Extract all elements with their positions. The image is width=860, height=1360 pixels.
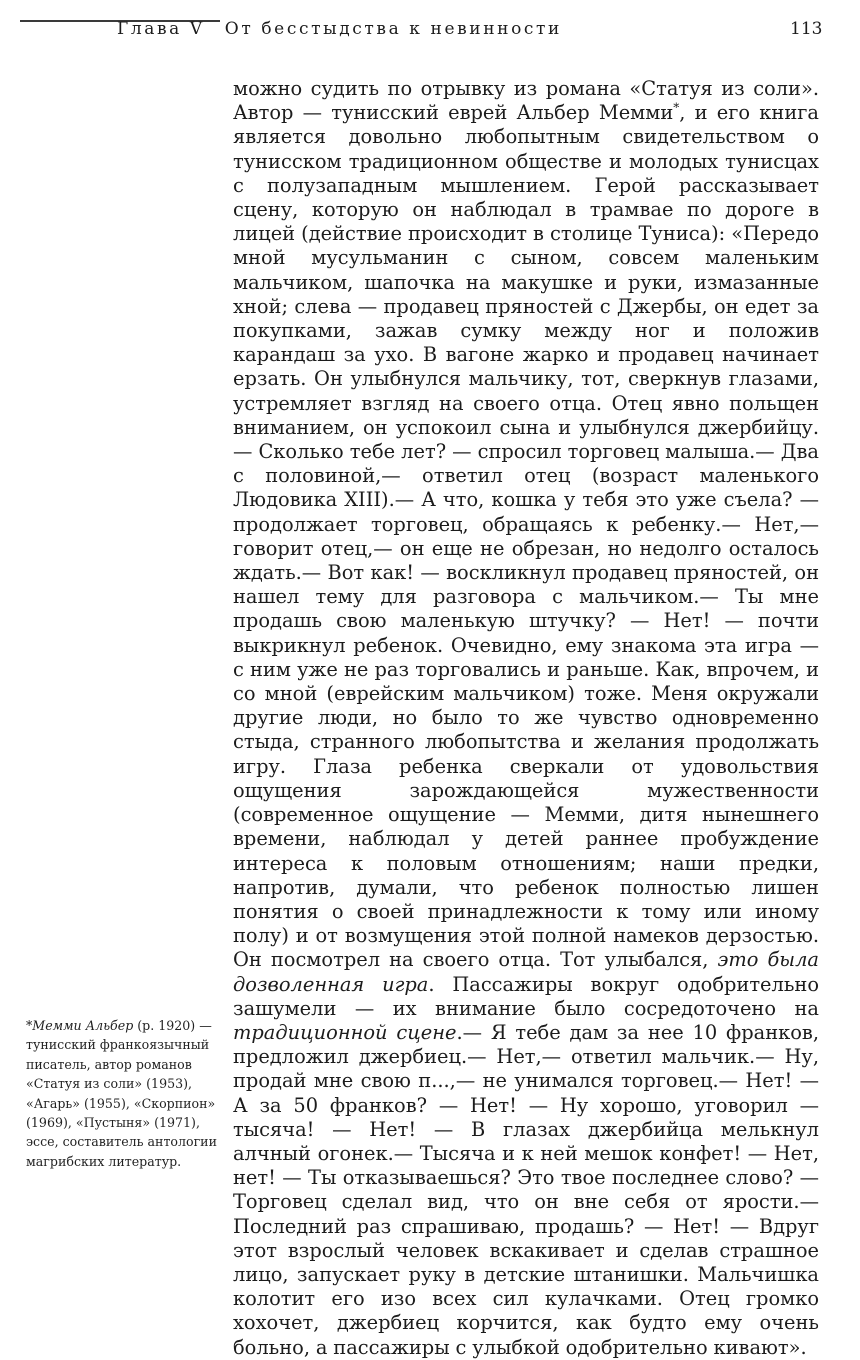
text-segment: можно судить по отрывку из романа «Статуя из соли». Автор — тунисский еврей Альбер Мемми xyxy=(233,77,819,125)
text-segment: .— Я тебе дам за нее 10 франков, предложил джербиец.— Нет,— ответил мальчик.— Ну, продай мне свою п...,— не унимался торговец.— Нет! — А за 50 франков? — Нет! — Ну хорошо, уговорил — тысяча! — Нет! — В глазах джербийца мелькнул алчный огонек.— Тысяча и к ней мешок конфет! — Нет, нет! — Ты отказываешься? Это твое последнее слово? — Торговец сделал вид, что он вне себя от ярости.— Последний раз спрашиваю, продашь? — Нет! — Вдруг этот взрослый человек вскакивает и сделав страшное лицо, запускает руку в детские штанишки. Мальчишка колотит его изо всех сил кулачками. Отец громко хохочет, джербиец корчится, как будто ему очень больно, а пассажиры с улыбкой одобрительно кивают». xyxy=(233,1020,819,1359)
text-segment: , и его книга является довольно любопытным свидетельством о тунисском традиционном обществе и молодых тунисцах с полузападным мышлением. Герой рассказывает сцену, которую он наблюдал в трамвае по дороге в лицей (действие происходит в столице Туниса): «Передо мной мусульманин с сыном, совсем маленьким мальчиком, шапочка на макушке и руки, измазанные хной; слева — продавец пряностей с Джербы, он едет за покупками, зажав сумку между ног и положив карандаш за ухо. В вагоне жарко и продавец начинает ерзать. Он улыбнулся мальчику, тот, сверкнув глазами, устремляет взгляд на своего отца. Отец явно польщен вниманием, он успокоил сына и улыбнулся джербийцу.— Сколько тебе лет? — спросил торговец малыша.— Два с половиной,— ответил отец (возраст маленького Людовика XIII).— А что, кошка у тебя это уже съела? — продолжает торговец, обращаясь к ребенку.— Нет,— говорит отец,— он еще не обрезан, но недолго осталось ждать.— Вот как! — воскликнул продавец пряностей, он нашел тему для разговора с мальчиком.— Ты мне продашь свою маленькую штучку? — Нет! — почти выкрикнул ребенок. Очевидно, ему знакома эта игра — с ним уже не раз торговались и раньше. Как, впрочем, и со мной (еврейским мальчиком) тоже. Меня окружали другие люди, но было то же чувство одновременно стыда, странного любопытства и желания продолжать игру. Глаза ребенка сверкали от удовольствия ощущения зарождающейся мужественности (современное ощущение — Мемми, дитя нынешнего времени, наблюдал у детей раннее пробуждение интереса к половым отношениям; наши предки, напротив, думали, что ребенок полностью лишен понятия о своей принадлежности к тому или иному полу) и от возмущения этой полной намеков дерзостью. Он посмотрел на своего отца. Тот улыбался, xyxy=(233,101,819,972)
footnote-reference: * xyxy=(673,100,680,115)
footnote-mark: * xyxy=(26,1018,33,1033)
main-paragraph xyxy=(233,77,819,1360)
footnote-text: (р. 1920) — тунисский франкоязычный писатель, автор романов «Статуя из соли» (1953), «Агарь» (1955), «Скорпион» (1969), «Пустыня» (1971), эссе, составитель антологии магрибских литератур. xyxy=(26,1018,217,1169)
running-head xyxy=(117,19,562,39)
italic-phrase: это была дозволенная игра xyxy=(233,948,819,996)
footnote-name: Мемми Альбер xyxy=(32,1018,134,1033)
chapter-label: Глава V xyxy=(117,19,205,39)
text-segment: . Пассажиры вокруг одобрительно зашумели — их внимание было сосредоточено на xyxy=(233,972,820,1020)
italic-phrase: традиционной сцене xyxy=(233,1020,457,1044)
page-number: 113 xyxy=(790,19,823,39)
main-text xyxy=(233,77,819,1360)
footnote xyxy=(26,1016,222,1171)
chapter-title: От бесстыдства к невинности xyxy=(224,19,562,39)
